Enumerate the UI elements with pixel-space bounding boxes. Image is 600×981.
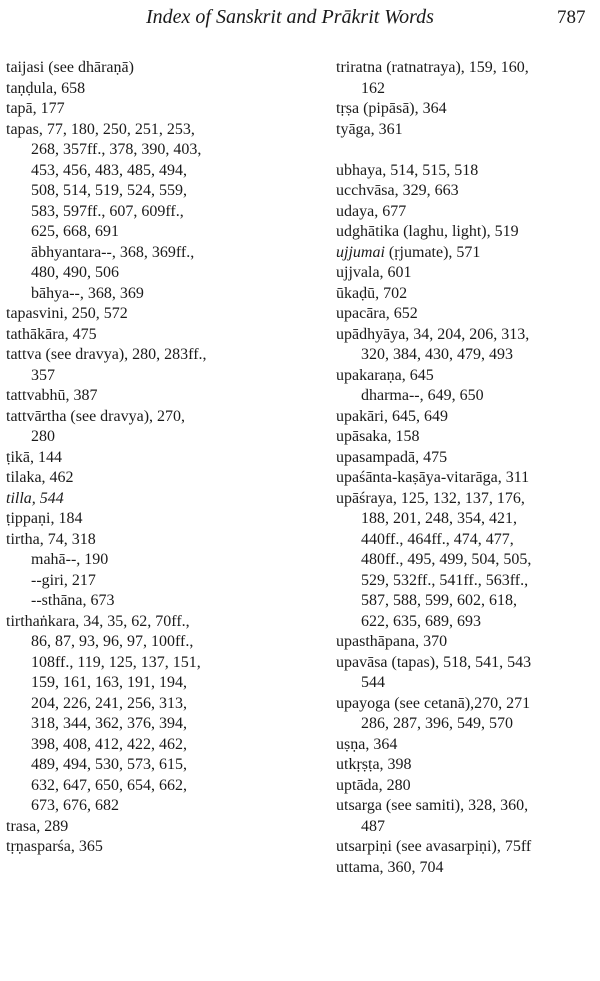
index-subline: 480ff., 495, 499, 504, 505, [361, 551, 532, 568]
index-entry: ujjvala, 601 [336, 264, 412, 281]
index-entry: tapā, 177 [6, 100, 65, 117]
index-subline: 268, 357ff., 378, 390, 403, [31, 141, 202, 158]
index-entry: tṛṇasparśa, 365 [6, 838, 103, 855]
index-subline: --giri, 217 [31, 571, 96, 589]
index-subline: 508, 514, 519, 524, 559, [31, 182, 187, 199]
index-entry: trasa, 289 [6, 817, 69, 835]
index-subline: 453, 456, 483, 485, 494, [31, 161, 187, 179]
index-entry: upāsaka, 158 [336, 428, 420, 445]
index-subline: bāhya--, 368, 369 [31, 284, 144, 302]
index-entry: upasampadā, 475 [336, 448, 448, 466]
index-subline: dharma--, 649, 650 [361, 387, 484, 404]
index-entry: utkṛṣṭa, 398 [336, 756, 412, 773]
index-entry: udaya, 677 [336, 202, 407, 220]
index-entry: tirthaṅkara, 34, 35, 62, 70ff., [6, 612, 190, 630]
index-column-right [336, 58, 598, 878]
index-entry: tapas, 77, 180, 250, 251, 253, [6, 120, 195, 138]
index-entry: upādhyāya, 34, 204, 206, 313, [336, 325, 530, 343]
index-entry: udghātika (laghu, light), 519 [336, 223, 519, 240]
index-subline: --sthāna, 673 [31, 592, 115, 609]
index-subline: 489, 494, 530, 573, 615, [31, 756, 187, 773]
index-subline: 159, 161, 163, 191, 194, [31, 674, 187, 691]
index-subline: ābhyantara--, 368, 369ff., [31, 243, 195, 261]
index-entry: taṇḍula, 658 [6, 79, 86, 97]
index-entry: tattvārtha (see dravya), 270, [6, 407, 186, 425]
index-entry: uptāda, 280 [336, 776, 411, 794]
index-subline: 357 [31, 366, 55, 384]
index-entry: upavāsa (tapas), 518, 541, 543 [336, 653, 532, 671]
entry-italic-term: ujjumai [336, 243, 385, 261]
index-subline: 632, 647, 650, 654, 662, [31, 776, 187, 794]
index-subline: 583, 597ff., 607, 609ff., [31, 202, 184, 220]
index-entry: tilla, 544 [6, 489, 64, 507]
index-subline: 673, 676, 682 [31, 797, 119, 814]
index-column-left [6, 58, 328, 858]
index-entry: tirtha, 74, 318 [6, 530, 96, 548]
index-subline: 480, 490, 506 [31, 264, 119, 281]
entry-spacer [336, 140, 598, 161]
index-entry: ṭippaṇi, 184 [6, 510, 83, 527]
entry-rest: (ṛjumate), 571 [384, 243, 481, 261]
index-entry [336, 243, 598, 264]
index-entry: tilaka, 462 [6, 469, 74, 486]
page-number: 787 [557, 7, 586, 28]
index-entry: ucchvāsa, 329, 663 [336, 182, 459, 199]
index-entry: utsarga (see samiti), 328, 360, [336, 797, 529, 814]
index-subline: mahā--, 190 [31, 551, 109, 568]
index-subline: 398, 408, 412, 422, 462, [31, 735, 187, 753]
index-subline: 487 [361, 817, 385, 835]
index-subline: 108ff., 119, 125, 137, 151, [31, 653, 201, 671]
index-entry: upakaraṇa, 645 [336, 366, 434, 384]
index-entry: uṣṇa, 364 [336, 735, 398, 753]
index-entry: tattva (see dravya), 280, 283ff., [6, 346, 207, 363]
index-entry: ṭikā, 144 [6, 448, 62, 466]
index-subline: 86, 87, 93, 96, 97, 100ff., [31, 633, 194, 650]
index-entry: upaśānta-kaṣāya-vitarāga, 311 [336, 469, 530, 486]
index-entry: tṛṣa (pipāsā), 364 [336, 100, 447, 117]
page-header [0, 4, 600, 34]
index-subline: 286, 287, 396, 549, 570 [361, 715, 513, 732]
index-subline: 625, 668, 691 [31, 223, 119, 240]
index-entry: tathākāra, 475 [6, 325, 97, 343]
index-entry: utsarpiṇi (see avasarpiṇi), 75ff [336, 838, 532, 855]
index-entry: taijasi (see dhāraṇā) [6, 59, 134, 76]
index-subline: 320, 384, 430, 479, 493 [361, 346, 513, 363]
index-entry: upacāra, 652 [336, 305, 418, 322]
index-entry: upasthāpana, 370 [336, 633, 448, 650]
index-subline: 544 [361, 674, 385, 691]
index-entry: tyāga, 361 [336, 120, 403, 138]
index-entry: upakāri, 645, 649 [336, 407, 448, 425]
index-subline: 440ff., 464ff., 474, 477, [361, 530, 514, 548]
index-subline: 622, 635, 689, 693 [361, 612, 481, 630]
index-entry: tapasvini, 250, 572 [6, 305, 128, 322]
index-entry: upāśraya, 125, 132, 137, 176, [336, 489, 525, 507]
index-entry: triratna (ratnatraya), 159, 160, [336, 59, 529, 76]
index-entry: uttama, 360, 704 [336, 858, 444, 876]
index-subline: 162 [361, 79, 385, 97]
index-subline: 204, 226, 241, 256, 313, [31, 694, 187, 712]
index-entry: upayoga (see cetanā),270, 271 [336, 694, 531, 712]
index-entry: ubhaya, 514, 515, 518 [336, 161, 479, 179]
index-subline: 587, 588, 599, 602, 618, [361, 592, 517, 609]
index-subline: 318, 344, 362, 376, 394, [31, 715, 187, 732]
index-subline: 529, 532ff., 541ff., 563ff., [361, 571, 529, 589]
index-subline: 280 [31, 428, 55, 445]
running-title: Index of Sanskrit and Prākrit Words [146, 6, 434, 28]
index-entry: tattvabhū, 387 [6, 387, 98, 404]
index-entry: ūkaḍū, 702 [336, 284, 408, 302]
index-subline: 188, 201, 248, 354, 421, [361, 510, 517, 527]
